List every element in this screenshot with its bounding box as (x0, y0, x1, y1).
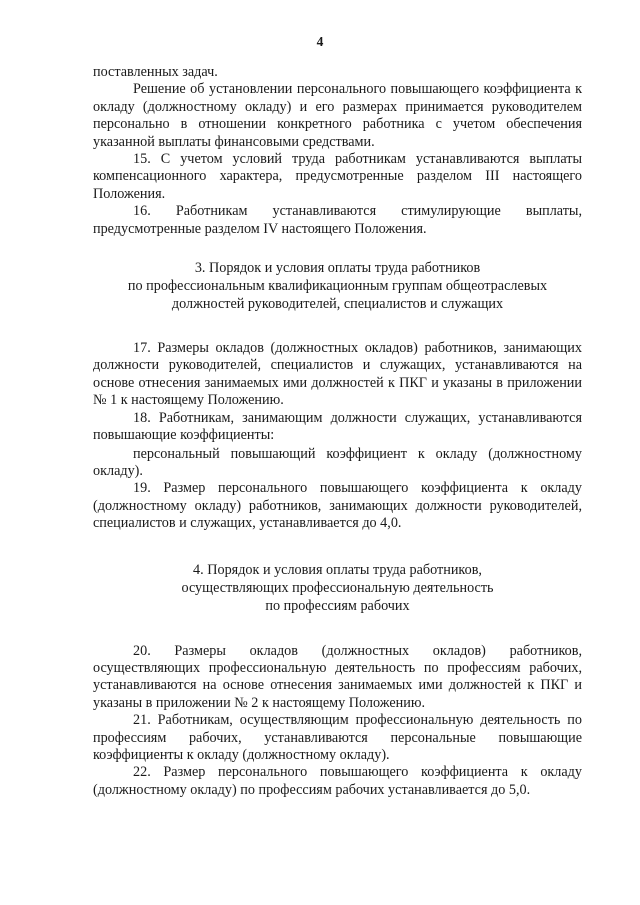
document-body (93, 64, 582, 799)
paragraph-18-item: персональный повышающий коэффициент к окладу (должностному окладу). (93, 445, 582, 479)
section-3-heading-line-2: по профессиональным квалификационным группам общеотраслевых (127, 278, 548, 295)
page-number: 4 (316, 34, 324, 49)
paragraph-21: 21. Работникам, осуществляющим профессиональную деятельность по профессиям рабочих, устанавливаются персональные повышающие коэффициенты к окладу (должностному окладу). (93, 712, 582, 763)
section-4-heading-line-2: осуществляющих профессиональную деятельность (181, 579, 494, 596)
paragraph-22: 22. Размер персонального повышающего коэффициента к окладу (должностному окладу) по профессиям рабочих устанавливается до 5,0. (93, 764, 582, 798)
section-3-heading (93, 259, 582, 313)
paragraph-continuation: поставленных задач. (93, 64, 218, 80)
paragraph-19: 19. Размер персонального повышающего коэффициента к окладу (должностному окладу) работников, занимающих должности руководителей, специалистов и служащих, устанавливается до 4,0. (93, 480, 582, 532)
section-4-heading (93, 561, 582, 615)
paragraph-15: 15. С учетом условий труда работникам устанавливаются выплаты компенсационного характера, предусмотренные разделом III настоящего Положения. (93, 151, 582, 202)
section-4-heading-line-3: по профессиям рабочих (265, 597, 410, 614)
section-3-heading-line-3: должностей руководителей, специалистов и служащих (171, 296, 504, 313)
section-3-heading-line-1: 3. Порядок и условия оплаты труда работников (194, 260, 481, 277)
paragraph-17: 17. Размеры окладов (должностных окладов) работников, занимающих должности руководителей, специалистов и служащих, устанавливаются на основе отнесения занимаемых ими должностей к ПКГ и указаны в приложении № 1 к настоящему Положению. (93, 340, 582, 409)
paragraph-20: 20. Размеры окладов (должностных окладов) работников, осуществляющих профессиональную деятельность по профессиям рабочих, устанавливаются на основе отнесения занимаемых ими должностей к ПКГ и указаны в приложении № 2 к настоящему Положению. (93, 642, 582, 711)
section-4-heading-line-1: 4. Порядок и условия оплаты труда работников, (193, 561, 482, 578)
paragraph-18: 18. Работникам, занимающим должности служащих, устанавливаются повышающие коэффициенты: (93, 409, 582, 444)
paragraph-decision: Решение об установлении персонального повышающего коэффициента к окладу (должностному окладу) и его размерах принимается руководителем персонально в отношении конкретного работника с учетом обеспечения указанной выплаты финансовыми средствами. (93, 81, 582, 150)
paragraph-16: 16. Работникам устанавливаются стимулирующие выплаты, предусмотренные разделом IV настоящего Положения. (93, 203, 582, 237)
